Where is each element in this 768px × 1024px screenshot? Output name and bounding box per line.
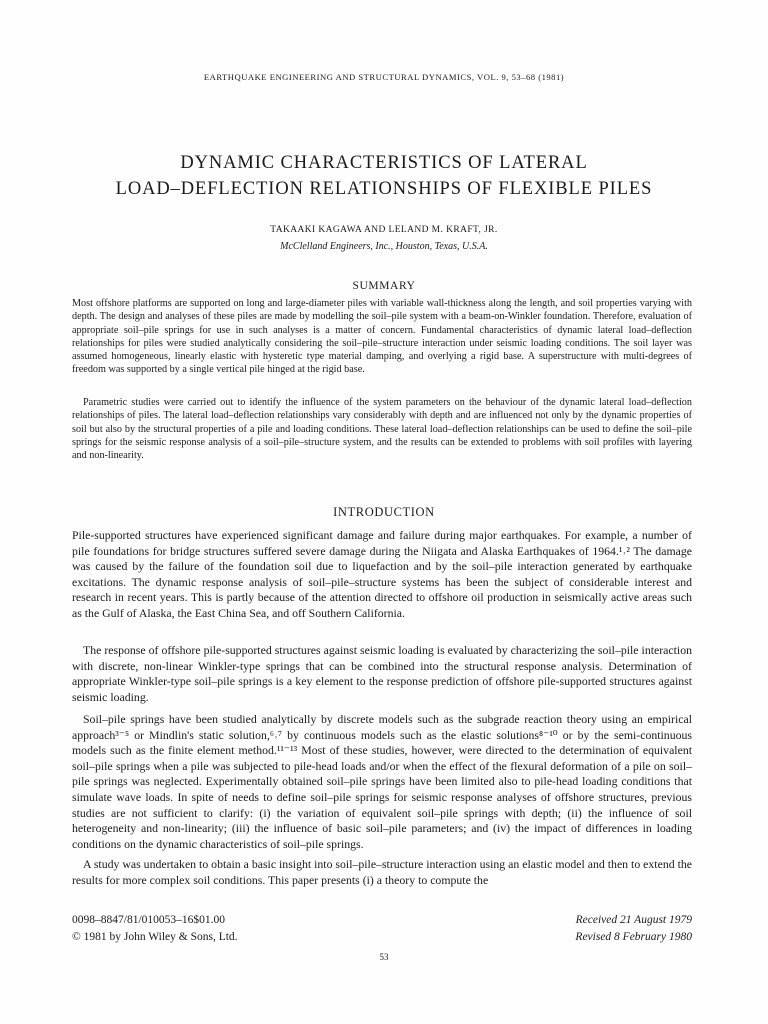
body-paragraph: The response of offshore pile-supported structures against seismic loading is evaluated by characterizing the soil–pile interaction with discrete, non-linear Winkler-type springs that can be combined into the structural response analysis. Determination of appropriate Winkler-type soil–pile springs is a key element to the response prediction of offshore pile-supported structures against seismic loading. (72, 643, 692, 704)
copyright: © 1981 by John Wiley & Sons, Ltd. (72, 931, 238, 943)
paper-title (0, 150, 768, 202)
footer-dates (575, 912, 692, 946)
summary-paragraph: Parametric studies were carried out to identify the influence of the system parameters on the behaviour of the dynamic lateral load–deflection relationships of piles. The lateral load–deflection relationships vary considerably with depth and are influenced not only by the dynamic properties of soil but also by the structural properties of a pile and loading conditions. These lateral load–deflection relationships can be used to define the soil–pile springs for the seismic response analysis of a soil–pile–structure system, and the results can be extended to problems with soil profiles with layering and non-linearity. (72, 397, 692, 462)
body-paragraph: Pile-supported structures have experienced significant damage and failure during major earthquakes. For example, a number of pile foundations for bridge structures suffered severe damage during the Niigata and Alaska Earthquakes of 1964.¹˒² The damage was caused by the failure of the foundation soil due to liquefaction and by the soil–pile interaction generated by earthquake excitations. The dynamic response analysis of soil–pile–structure systems has been the subject of considerable interest and research in recent years. This is partly because of the attention directed to offshore oil production in seismically active areas such as the Gulf of Alaska, the East China Sea, and off Southern California. (72, 528, 692, 620)
introduction-heading: INTRODUCTION (333, 505, 435, 519)
received-date: Received 21 August 1979 (575, 914, 692, 926)
authors: TAKAAKI KAGAWA AND LELAND M. KRAFT, JR. (270, 225, 498, 235)
affiliation: McClelland Engineers, Inc., Houston, Texas, U.S.A. (280, 241, 488, 252)
body-paragraph: Soil–pile springs have been studied analytically by discrete models such as the subgrade reaction theory using an empirical approach³⁻⁵ or Mindlin's static solution,⁶˒⁷ by continuous models such as the elastic solutions⁸⁻¹⁰ or by the semi-continuous models such as the finite element method.¹¹⁻¹³ Most of these studies, however, were directed to the determination of equivalent soil–pile springs when a pile was subjected to pile-head loads and/or when the effect of the flexural deformation of a pile on soil–pile springs was neglected. Experimentally obtained soil–pile springs have been limited also to pile-head loading conditions that simulate wave loads. In spite of needs to define soil–pile springs for seismic response analyses of offshore structures, previous studies are not sufficient to clarify: (i) the variation of equivalent soil–pile springs with depth; (ii) the influence of soil heterogeneity and non-linearity; (iii) the influence of basic soil–pile parameters; and (iv) the impact of differences in loading conditions on the dynamic characteristics of soil–pile springs. (72, 712, 692, 851)
summary-paragraph: Most offshore platforms are supported on long and large-diameter piles with variable wall-thickness along the length, and soil properties varying with depth. The design and analyses of these piles are made by modelling the soil–pile system with a beam-on-Winkler foundation. Therefore, evaluation of appropriate soil–pile springs for use in such analyses is a matter of concern. Fundamental characteristics of dynamic lateral load–deflection relationships for piles were studied analytically considering the soil–pile–structure interaction under seismic loading conditions. The soil layer was assumed homogeneous, linearly elastic with hysteretic type material damping, and overlying a rigid base. A superstructure with multi-degrees of freedom was supported by a single vertical pile hinged at the rigid base. (72, 298, 692, 376)
title-line: LOAD–DEFLECTION RELATIONSHIPS OF FLEXIBLE PILES (115, 179, 653, 199)
body-paragraph: A study was undertaken to obtain a basic insight into soil–pile–structure interaction using an elastic model and then to extend the results for more complex soil conditions. This paper presents (i) a theory to compute the (72, 857, 692, 887)
revised-date: Revised 8 February 1980 (575, 931, 692, 943)
title-line: DYNAMIC CHARACTERISTICS OF LATERAL (180, 153, 588, 173)
price-code: 0098–8847/81/010053–16$01.00 (72, 914, 226, 926)
running-head: EARTHQUAKE ENGINEERING AND STRUCTURAL DYNAMICS, VOL. 9, 53–68 (1981) (203, 72, 565, 82)
summary-heading: SUMMARY (352, 280, 416, 292)
footer-publication-info (72, 912, 238, 946)
page-number: 53 (379, 952, 389, 962)
